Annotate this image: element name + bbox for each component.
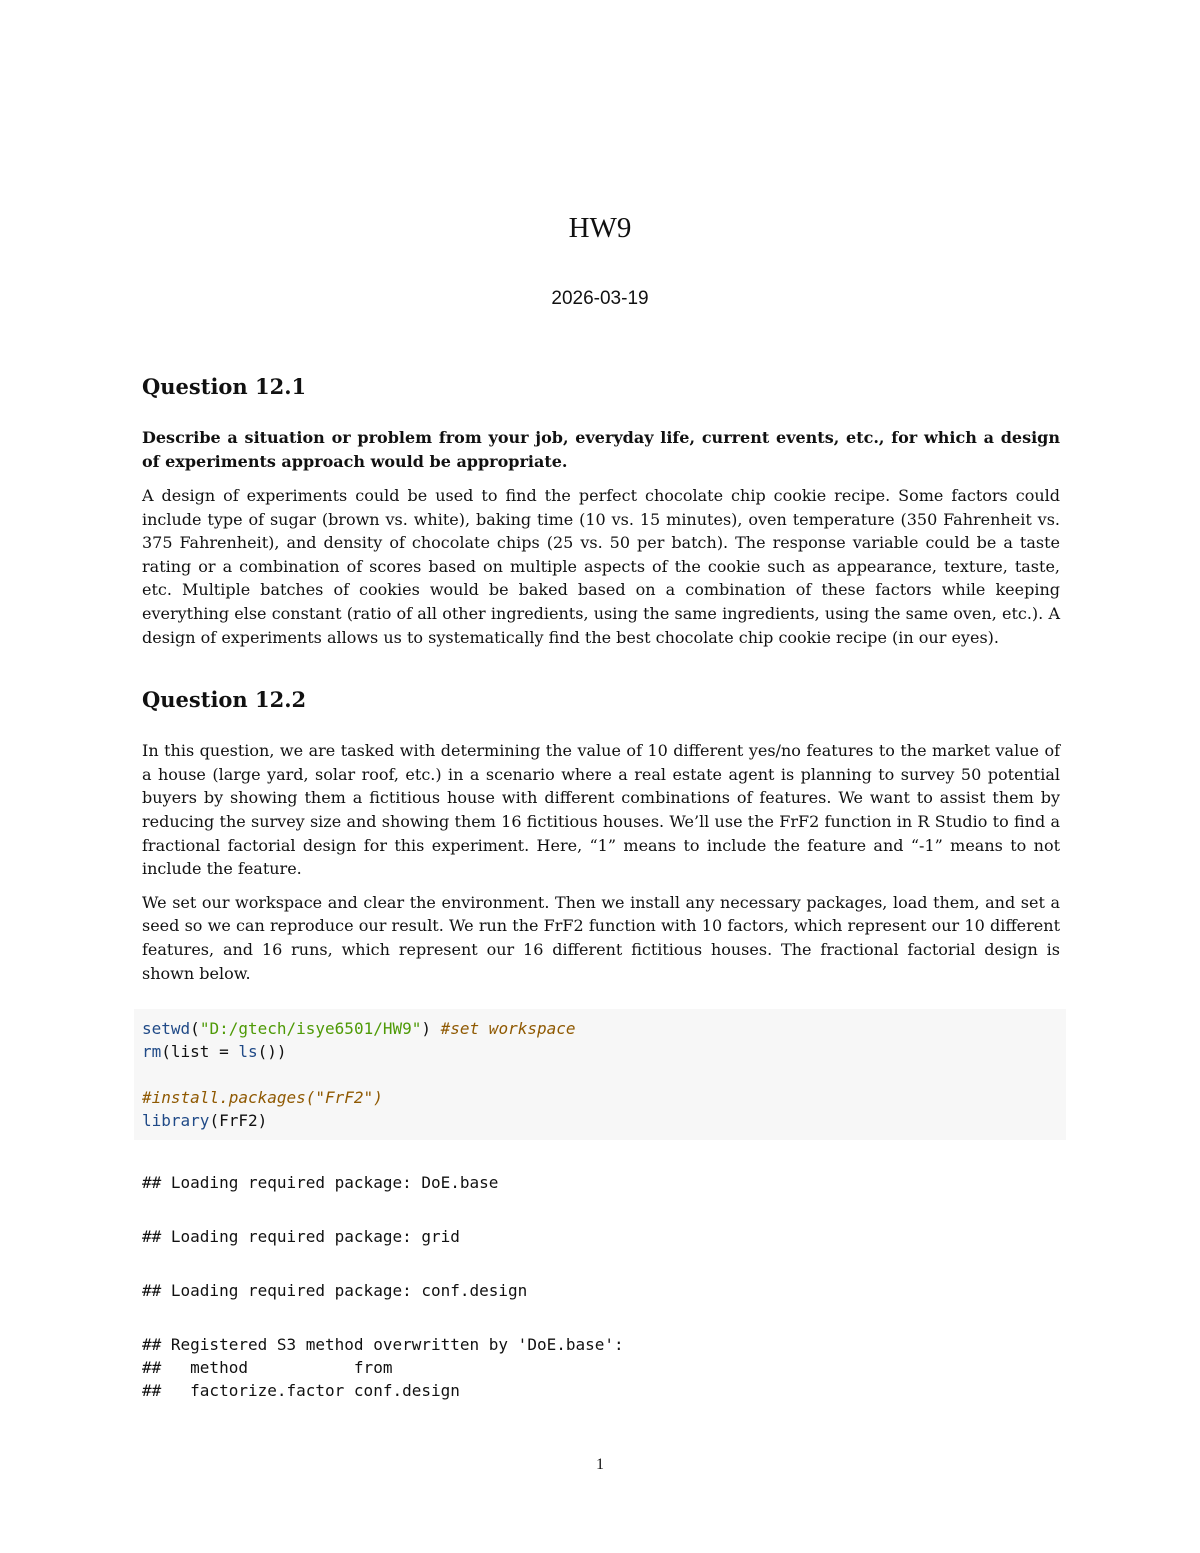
- code-text: ): [421, 1019, 441, 1039]
- code-comment: #install.packages("FrF2"): [142, 1088, 383, 1108]
- question-12-1-prompt: Describe a situation or problem from your job, everyday life, current events, etc., for which a design of experiments approach would be appropriate.: [142, 428, 1060, 471]
- code-line-library: [142, 1109, 1066, 1132]
- console-output: [142, 1140, 1060, 1402]
- document-title: HW9: [568, 212, 632, 244]
- code-function: library: [142, 1111, 210, 1131]
- code-line-rm: [142, 1040, 1066, 1063]
- question-12-2-heading: Question 12.2: [142, 687, 307, 713]
- code-string: "D:/gtech/isye6501/HW9": [199, 1019, 422, 1039]
- question-12-1-answer: A design of experiments could be used to find the perfect chocolate chip cookie recipe. Some factors could include type of sugar (brown vs. white), baking time (10 vs. 15 minutes), oven temperature (350 Fahrenheit vs. 375 Fahrenheit), and density of chocolate chips (25 vs. 50 per batch). The response variable could be a taste rating or a combination of scores based on multiple aspects of the cookie such as appearance, texture, taste, etc. Multiple batches of cookies would be baked based on a combination of these factors while keeping everything else constant (ratio of all other ingredients, using the same ingredients, using the same oven, etc.). A design of experiments allows us to systematically find the best chocolate chip cookie recipe (in our eyes).: [142, 486, 1060, 647]
- code-line-blank: [142, 1063, 1066, 1086]
- code-text: (FrF2): [209, 1111, 268, 1131]
- output-line: ## Loading required package: conf.design: [142, 1281, 528, 1301]
- code-function: rm: [142, 1042, 162, 1062]
- question-12-1-heading: Question 12.1: [142, 374, 307, 399]
- output-line: ## Registered S3 method overwritten by 'DoE.base':: [142, 1335, 624, 1355]
- output-line: ## Loading required package: DoE.base: [142, 1173, 499, 1193]
- code-function: setwd: [142, 1019, 191, 1039]
- output-line: ## factorize.factor conf.design: [142, 1381, 460, 1401]
- output-line: ## Loading required package: grid: [142, 1227, 460, 1247]
- code-text: (list =: [161, 1042, 239, 1062]
- code-text: (: [190, 1019, 200, 1039]
- code-comment: #set workspace: [440, 1019, 576, 1039]
- page-number: 1: [596, 1456, 604, 1473]
- code-block: [134, 1009, 1066, 1140]
- code-line-setwd: [142, 1017, 1066, 1040]
- document-body: [142, 372, 1060, 1402]
- question-12-2-paragraph-2: We set our workspace and clear the environment. Then we install any necessary packages, load them, and set a seed so we can reproduce our result. We run the FrF2 function with 10 factors, which represent our 10 different features, and 16 runs, which represent our 16 different fictitious houses. The fractional factorial design is shown below.: [142, 892, 1060, 983]
- code-text: ()): [257, 1042, 287, 1062]
- document-date: 2026-03-19: [551, 288, 649, 309]
- output-line: ## method from: [142, 1358, 393, 1378]
- code-line-install-comment: [142, 1086, 1066, 1109]
- question-12-2-paragraph-1: In this question, we are tasked with determining the value of 10 different yes/no features to the market value of a house (large yard, solar roof, etc.) in a scenario where a real estate agent is planning to survey 50 potential buyers by showing them a fictitious house with different combinations of features. We want to assist them by reducing the survey size and showing them 16 fictitious houses. We’ll use the FrF2 function in R Studio to find a fractional factorial design for this experiment. Here, “1” means to include the feature and “-1” means to not include the feature.: [142, 741, 1060, 879]
- code-function: ls: [238, 1042, 258, 1062]
